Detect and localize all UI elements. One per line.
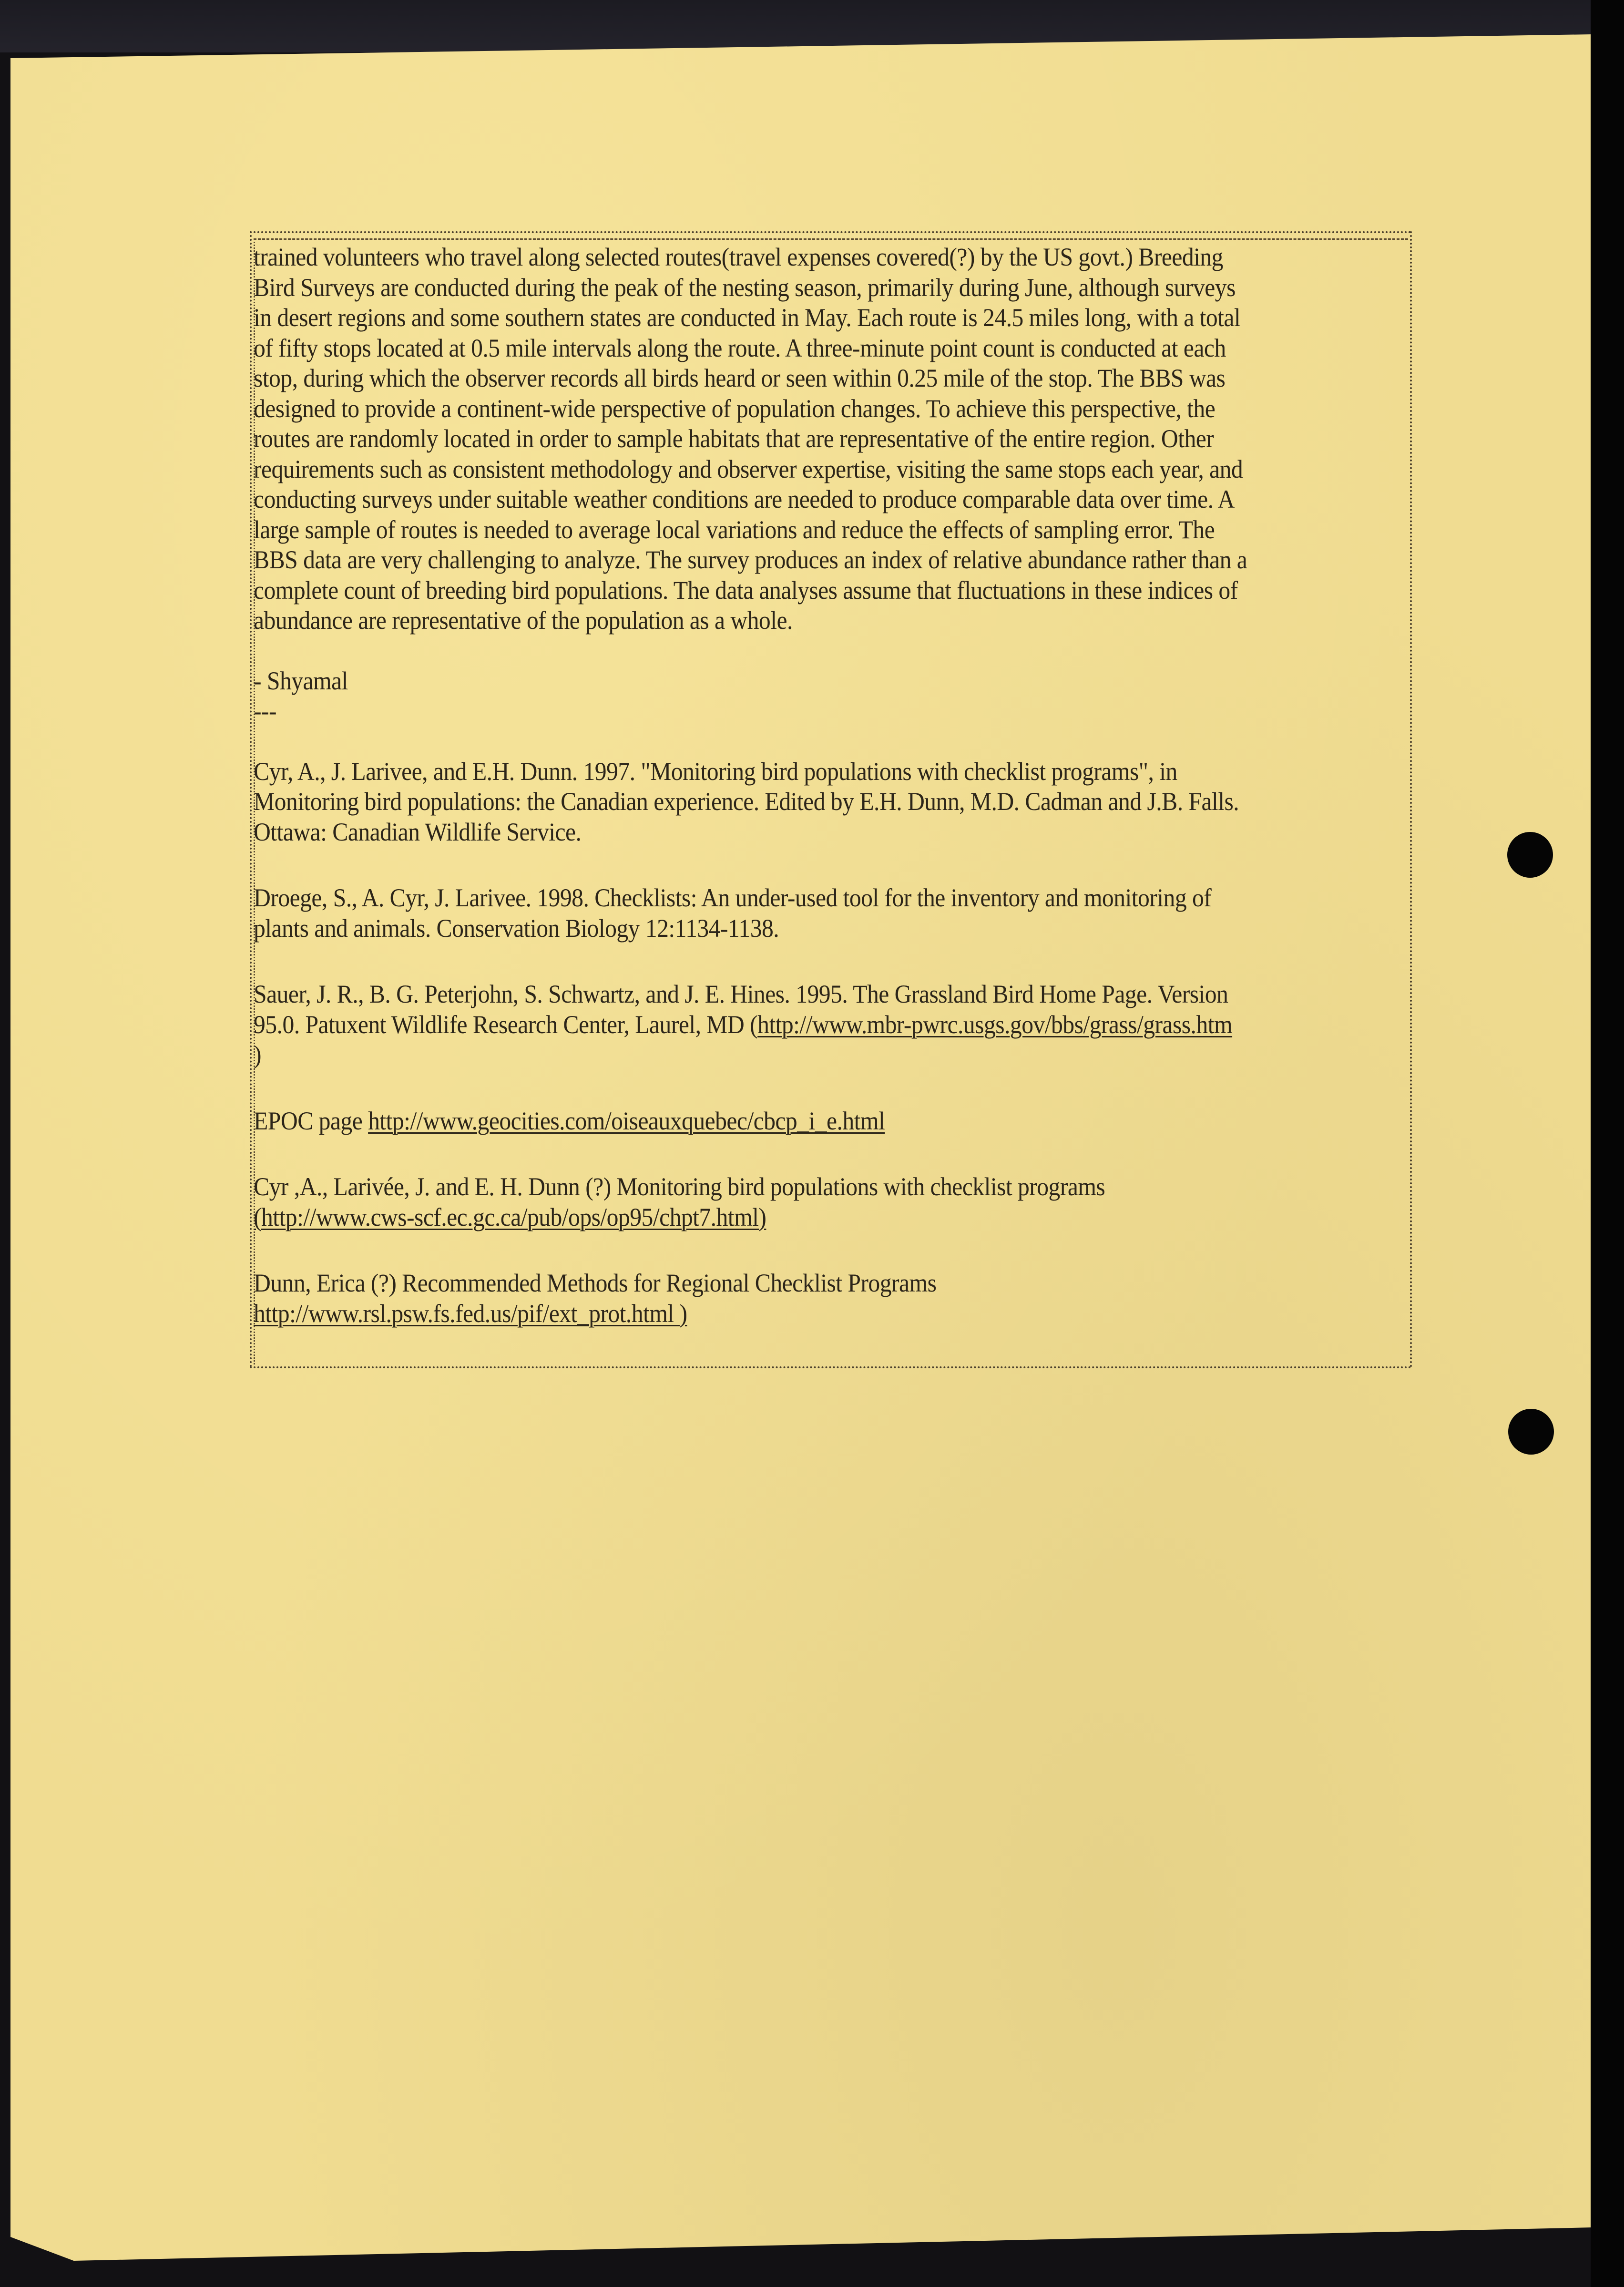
cws-link[interactable]: (http://www.cws-scf.ec.gc.ca/pub/ops/op95/chpt7.html): [254, 1202, 766, 1231]
reference-line: Cyr ,A., Larivée, J. and E. H. Dunn (?) Monitoring bird populations with checklist programs: [254, 1172, 1105, 1201]
document-content: [254, 242, 1397, 1329]
body-line: conducting surveys under suitable weather conditions are needed to produce comparable data over time. A: [254, 485, 1235, 513]
rsl-psw-link[interactable]: http://www.rsl.psw.fs.fed.us/pif/ext_prot.html ): [254, 1299, 687, 1328]
body-line: complete count of breeding bird populations. The data analyses assume that fluctuations in these indices of: [254, 575, 1238, 605]
reference-text: EPOC page: [254, 1106, 368, 1135]
reference-cyr-1997: [254, 757, 1397, 848]
reference-line: [254, 1010, 1397, 1040]
body-line: routes are randomly located in order to sample habitats that are representative of the entire region. Other: [254, 424, 1214, 453]
reference-dunn: [254, 1268, 1397, 1329]
punch-hole: [1507, 832, 1553, 878]
reference-text: 95.0. Patuxent Wildlife Research Center, Laurel, MD (: [254, 1010, 758, 1039]
reference-line: Ottawa: Canadian Wildlife Service.: [254, 817, 582, 846]
body-line: Bird Surveys are conducted during the peak of the nesting season, primarily during June, although surveys: [254, 273, 1236, 302]
reference-cyr-cws: [254, 1172, 1397, 1232]
reference-droege-1998: [254, 883, 1397, 944]
body-line: large sample of routes is needed to average local variations and reduce the effects of sampling error. The: [254, 515, 1215, 544]
body-line: stop, during which the observer records all birds heard or seen within 0.25 mile of the stop. The BBS was: [254, 364, 1226, 392]
body-line: designed to provide a continent-wide perspective of population changes. To achieve this perspective, the: [254, 394, 1215, 423]
punch-hole: [1508, 1409, 1554, 1455]
separator: ---: [254, 697, 276, 725]
reference-sauer-1995: [254, 979, 1397, 1070]
body-line: abundance are representative of the population as a whole.: [254, 606, 793, 635]
reference-line: [254, 1106, 1397, 1137]
reference-line: [254, 1299, 1397, 1329]
body-line: requirements such as consistent methodology and observer expertise, visiting the same stops each year, and: [254, 454, 1243, 483]
signature: - Shyamal: [254, 666, 348, 695]
reference-line: Cyr, A., J. Larivee, and E.H. Dunn. 1997. "Monitoring bird populations with checklist programs", in: [254, 757, 1177, 786]
reference-line: Monitoring bird populations: the Canadian experience. Edited by E.H. Dunn, M.D. Cadman and J.B. Falls.: [254, 787, 1239, 816]
reference-line: ): [254, 1040, 261, 1069]
body-line: BBS data are very challenging to analyze. The survey produces an index of relative abundance rather than a: [254, 545, 1247, 574]
reference-line: [254, 1202, 1397, 1233]
reference-epoc: [254, 1106, 1397, 1137]
body-line: of fifty stops located at 0.5 mile intervals along the route. A three-minute point count is conducted at each: [254, 333, 1226, 362]
body-line: trained volunteers who travel along selected routes(travel expenses covered(?) by the US govt.) Breeding: [254, 243, 1223, 271]
reference-line: Droege, S., A. Cyr, J. Larivee. 1998. Checklists: An under-used tool for the inventory and monitoring of: [254, 883, 1212, 912]
body-paragraph: [254, 242, 1397, 636]
reference-line: Dunn, Erica (?) Recommended Methods for Regional Checklist Programs: [254, 1269, 937, 1297]
epoc-page-link[interactable]: http://www.geocities.com/oiseauxquebec/cbcp_i_e.html: [368, 1106, 885, 1135]
reference-line: plants and animals. Conservation Biology 12:1134-1138.: [254, 913, 779, 943]
grassland-bird-link[interactable]: http://www.mbr-pwrc.usgs.gov/bbs/grass/grass.htm: [757, 1010, 1233, 1039]
reference-line: Sauer, J. R., B. G. Peterjohn, S. Schwartz, and J. E. Hines. 1995. The Grassland Bird Home Page. Version: [254, 980, 1228, 1008]
scanner-edge: [1591, 0, 1624, 2287]
body-line: in desert regions and some southern states are conducted in May. Each route is 24.5 miles long, with a total: [254, 303, 1241, 332]
